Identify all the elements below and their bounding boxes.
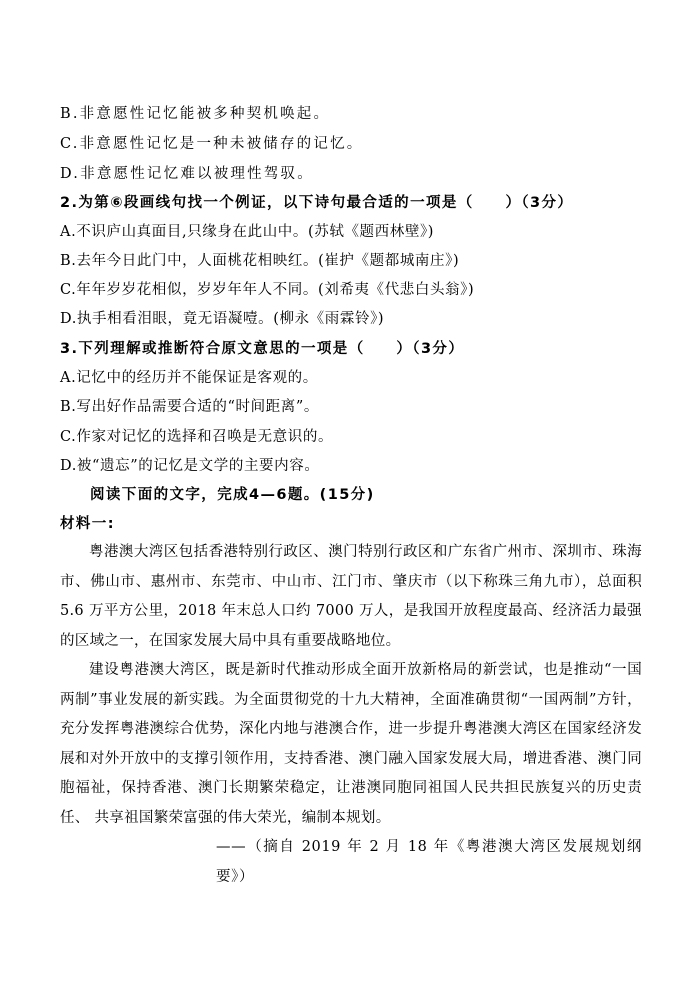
q1-option-b: B.非意愿性记忆能被多种契机唤起。 xyxy=(60,106,331,122)
question-3-stem: 3.下列理解或推断符合原文意思的一项是（ ）（3分） xyxy=(60,341,465,357)
material-title: 材料一: xyxy=(60,516,115,532)
q2-option-b: B.去年今日此门中，人面桃花相映红。(崔护《题都城南庄》) xyxy=(60,253,460,269)
q1-option-d: D.非意愿性记忆难以被理性驾驭。 xyxy=(60,166,314,182)
material-paragraph: 粤港澳大湾区包括香港特别行政区、澳门特别行政区和广东省广州市、深圳市、珠海市、佛山市、惠州市、东莞市、中山市、江门市、肇庆市（以下称珠三角九市），总面积 5.6 万平方公里，2018 年末总人口约 7000 万人，是我国开放程度最高、经济活力最强的区域之一，在国家发展大局中具有重要战略地位。 xyxy=(60,544,642,649)
q3-option-d: D.被“遗忘”的记忆是文学的主要内容。 xyxy=(60,458,320,474)
q2-option-a: A.不识庐山真面目,只缘身在此山中。(苏轼《题西林壁》) xyxy=(60,224,435,240)
q2-option-c: C.年年岁岁花相似，岁岁年年人不同。(刘希夷《代悲白头翁》) xyxy=(60,282,475,298)
q3-option-b: B.写出好作品需要合适的“时间距离”。 xyxy=(60,399,319,415)
question-2-stem: 2.为第⑥段画线句找一个例证，以下诗句最合适的一项是（ ）（3分） xyxy=(60,195,574,211)
material-paragraph: 建设粤港澳大湾区，既是新时代推动形成全面开放新格局的新尝试，也是推动“一国两制”事业发展的新实践。为全面贯彻党的十九大精神，全面准确贯彻“一国两制”方针，充分发挥粤港澳综合优势，深化内地与港澳合作，进一步提升粤港澳大湾区在国家经济发展和对外开放中的支撑引领作用，支持香港、澳门融入国家发展大局，增进香港、澳门同胞福祉，保持香港、澳门长期繁荣稳定，让港澳同胞同祖国人民共担民族复兴的历史责任、 共享祖国繁荣富强的伟大荣光，编制本规划。 xyxy=(60,662,642,826)
q1-option-c: C.非意愿性记忆是一种未被储存的记忆。 xyxy=(60,136,364,152)
q2-option-d: D.执手相看泪眼，竟无语凝噎。(柳永《雨霖铃》) xyxy=(60,311,385,327)
q3-option-a: A.记忆中的经历并不能保证是客观的。 xyxy=(60,370,318,386)
q3-option-c: C.作家对记忆的选择和召唤是无意识的。 xyxy=(60,429,334,445)
source-citation: ——（摘自 2019 年 2 月 18 年《粤港澳大湾区发展规划纲要》） xyxy=(216,839,642,885)
reading-instructions: 阅读下面的文字，完成4—6题。(15分) xyxy=(90,487,375,503)
